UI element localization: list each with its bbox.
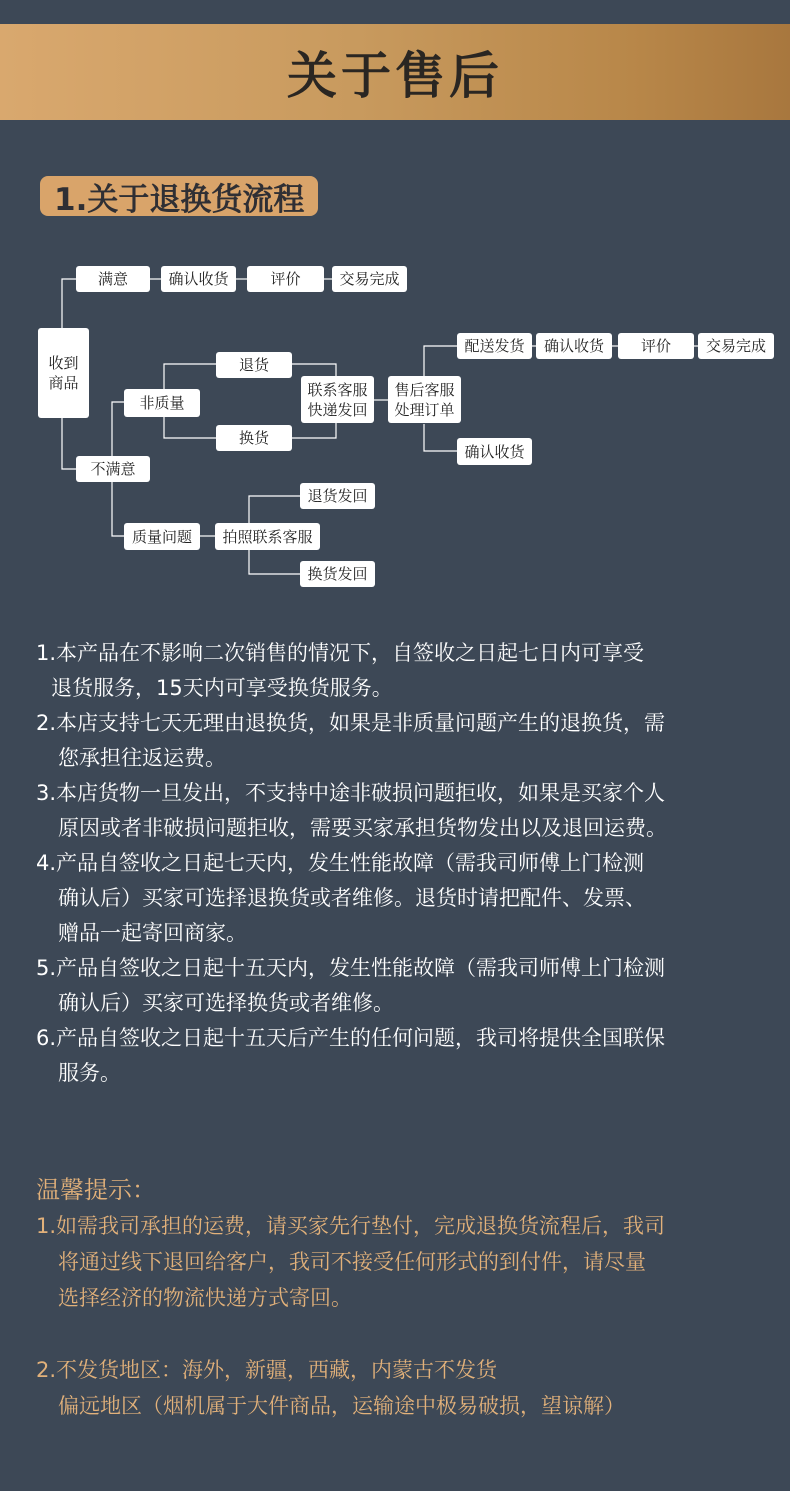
- return-flow-diagram: [0, 250, 790, 600]
- node-satisfied: 满意: [76, 266, 150, 292]
- node-return-ship-back: 退货发回: [300, 483, 375, 509]
- node-photo-contact-service: 拍照联系客服: [215, 523, 320, 550]
- node-review: 评价: [247, 266, 324, 292]
- rule-item: 2.本店支持七天无理由退换货，如果是非质量问题产生的退换货，需 您承担往返运费。: [36, 711, 666, 770]
- node-after-sales-process: 售后客服 处理订单: [388, 376, 461, 423]
- page-title: 关于售后: [287, 47, 503, 105]
- title-banner: [0, 24, 790, 120]
- node-receive-goods: 收到 商品: [38, 328, 89, 418]
- node-quality-issue: 质量问题: [124, 523, 200, 550]
- node-unsatisfied: 不满意: [76, 456, 150, 482]
- node-confirm-receipt-3: 确认收货: [457, 438, 532, 465]
- tips-list: [36, 1208, 776, 1424]
- node-review-2: 评价: [618, 333, 694, 359]
- rule-item: 4.产品自签收之日起七天内，发生性能故障（需我司师傅上门检测 确认后）买家可选择退换货或者维修。退货时请把配件、发票、 赠品一起寄回商家。: [36, 851, 646, 945]
- node-deal-done: 交易完成: [332, 266, 407, 292]
- rule-item: 1.本产品在不影响二次销售的情况下，自签收之日起七日内可享受 退货服务，15天内可享受换货服务。: [36, 641, 645, 700]
- node-contact-service-ship-back: 联系客服 快递发回: [301, 376, 374, 423]
- top-band: [0, 0, 790, 24]
- node-non-quality: 非质量: [124, 389, 200, 417]
- after-sales-rules: [36, 636, 776, 1091]
- rule-item: 6.产品自签收之日起十五天后产生的任何问题，我司将提供全国联保 服务。: [36, 1026, 666, 1085]
- node-confirm-receipt-2: 确认收货: [536, 333, 612, 359]
- node-deal-done-2: 交易完成: [698, 333, 774, 359]
- node-exchange-ship-back: 换货发回: [300, 561, 375, 587]
- node-ship-out: 配送发货: [457, 333, 532, 359]
- flow-connectors: [0, 250, 790, 600]
- rule-item: 3.本店货物一旦发出，不支持中途非破损问题拒收，如果是买家个人 原因或者非破损问题拒收，需要买家承担货物发出以及退回运费。: [36, 781, 667, 840]
- section-title-pill: 1.关于退换货流程: [40, 176, 318, 216]
- rule-item: 5.产品自签收之日起十五天内，发生性能故障（需我司师傅上门检测 确认后）买家可选择换货或者维修。: [36, 956, 666, 1015]
- node-exchange: 换货: [216, 425, 292, 451]
- tips-title: 温馨提示：: [36, 1176, 156, 1204]
- node-return: 退货: [216, 352, 292, 378]
- tip-item: 1.如需我司承担的运费，请买家先行垫付，完成退换货流程后，我司 将通过线下退回给客户，我司不接受任何形式的到付件，请尽量 选择经济的物流快递方式寄回。: [36, 1214, 666, 1310]
- node-confirm-receipt: 确认收货: [161, 266, 236, 292]
- tip-item: 2.不发货地区：海外，新疆，西藏，内蒙古不发货 偏远地区（烟机属于大件商品，运输途中极易破损，望谅解）: [36, 1358, 625, 1418]
